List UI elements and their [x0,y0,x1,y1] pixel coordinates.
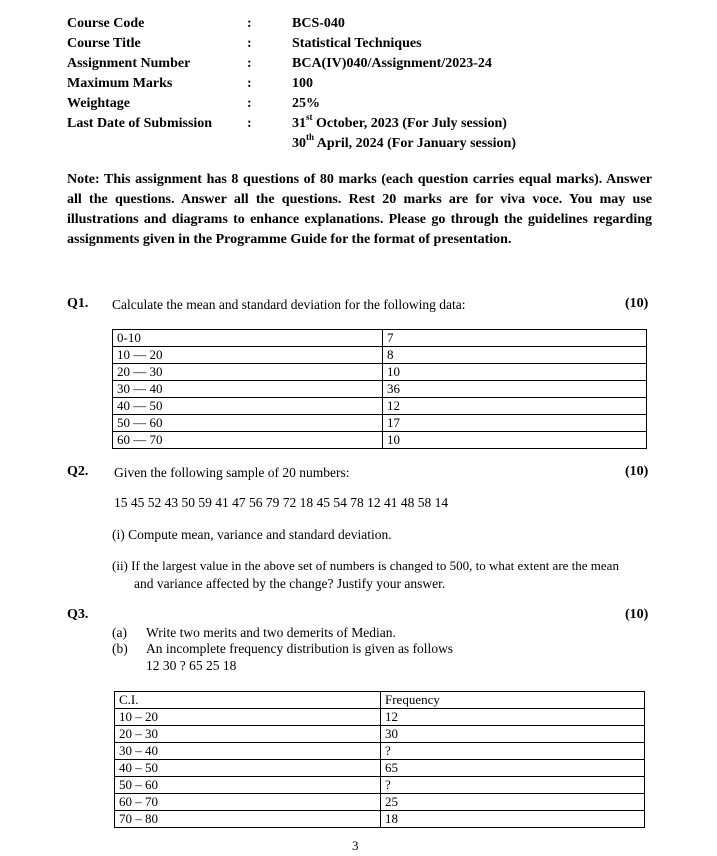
class-interval-cell: 70 – 80 [115,811,381,828]
maximum-marks-row [67,74,647,94]
q2-number: Q2. [67,464,89,479]
q1-number: Q1. [67,296,89,311]
colon: : [247,116,252,131]
course-code-value: BCS-040 [292,16,345,31]
q3-table [114,691,645,828]
second-date-value [292,134,516,154]
q2-text: Given the following sample of 20 numbers: [114,465,350,480]
q2-part-i: (i) Compute mean, variance and standard deviation. [112,527,392,542]
table-row [115,760,645,777]
class-interval-cell: 50 – 60 [115,777,381,794]
class-interval-cell: 20 — 30 [113,364,383,381]
class-interval-cell: 60 – 70 [115,794,381,811]
instructions-note [67,170,652,250]
table-row [115,743,645,760]
course-info [67,14,647,154]
last-date-value [292,114,507,134]
class-interval-cell: 20 – 30 [115,726,381,743]
q3-marks: (10) [625,607,649,622]
q3-b-label: (b) [112,641,128,656]
class-interval-cell: 40 — 50 [113,398,383,415]
table-row [115,777,645,794]
table-header-row [115,692,645,709]
page-number: 3 [352,838,359,853]
q3-a-label: (a) [112,625,127,640]
assignment-number-row [67,54,647,74]
table-row [113,330,647,347]
maximum-marks-label: Maximum Marks [67,76,173,91]
q1-text: Calculate the mean and standard deviation for the following data: [112,297,466,312]
date-suffix: st [306,112,313,123]
table-row [113,432,647,449]
table-row [115,794,645,811]
table-row [113,364,647,381]
frequency-cell: 7 [383,330,647,347]
table-row [113,347,647,364]
q2-part-ii-line1: (ii) If the largest value in the above set of numbers is changed to 500, to what extent are the mean [112,558,619,573]
table-row [113,381,647,398]
table-row [115,811,645,828]
colon: : [247,16,252,31]
last-date-row [67,114,647,134]
frequency-cell: 10 [383,432,647,449]
note-text: Note: This assignment has 8 questions of 80 marks (each question carries equal marks). Answer all the questions. Answer all the questions. Rest 20 marks are for viva voce. You may use illustrations and diagrams to enhance explanations. Please go through the guidelines regarding assignments given in the Programme Guide for the format of presentation. [67,172,652,247]
class-interval-cell: 60 — 70 [113,432,383,449]
frequency-cell: 65 [381,760,645,777]
frequency-cell: 30 [381,726,645,743]
frequency-cell: 12 [381,709,645,726]
table-header-ci: C.I. [115,692,381,709]
course-code-row [67,14,647,34]
q3-b-text: An incomplete frequency distribution is given as follows [146,641,454,656]
course-title-label: Course Title [67,36,141,51]
q3-number: Q3. [67,607,89,622]
colon: : [247,56,252,71]
frequency-cell: ? [381,743,645,760]
q2-marks: (10) [625,464,649,479]
table-header-frequency: Frequency [381,692,645,709]
frequency-cell: 10 [383,364,647,381]
last-date-label: Last Date of Submission [67,116,213,131]
course-title-value: Statistical Techniques [292,36,422,51]
colon: : [247,76,252,91]
assignment-number-value: BCA(IV)040/Assignment/2023-24 [292,56,492,71]
q3-b-sub: 12 30 ? 65 25 18 [146,658,237,673]
q1-marks: (10) [625,296,649,311]
course-code-label: Course Code [67,16,145,31]
colon: : [247,36,252,51]
frequency-cell: 36 [383,381,647,398]
class-interval-cell: 50 — 60 [113,415,383,432]
frequency-cell: ? [381,777,645,794]
date-day: 30 [292,136,306,151]
colon: : [247,96,252,111]
class-interval-cell: 30 — 40 [113,381,383,398]
date-rest: October, 2023 (For July session) [312,116,507,131]
frequency-cell: 25 [381,794,645,811]
table-row [113,398,647,415]
class-interval-cell: 40 – 50 [115,760,381,777]
class-interval-cell: 10 – 20 [115,709,381,726]
q2-part-ii-line2: and variance affected by the change? Justify your answer. [134,576,446,591]
date-suffix: th [306,132,315,143]
date-rest: April, 2024 (For January session) [314,136,516,151]
course-title-row [67,34,647,54]
class-interval-cell: 30 – 40 [115,743,381,760]
q1-table [112,329,647,449]
table-row [113,415,647,432]
maximum-marks-value: 100 [292,76,313,91]
q3-a-text: Write two merits and two demerits of Median. [146,625,396,640]
frequency-cell: 17 [383,415,647,432]
table-row [115,726,645,743]
class-interval-cell: 10 — 20 [113,347,383,364]
weightage-value: 25% [292,96,320,111]
frequency-cell: 18 [381,811,645,828]
second-date-row [67,134,647,154]
frequency-cell: 12 [383,398,647,415]
table-row [115,709,645,726]
weightage-label: Weightage [67,96,130,111]
assignment-number-label: Assignment Number [67,56,191,71]
date-day: 31 [292,116,306,131]
frequency-cell: 8 [383,347,647,364]
q2-numbers: 15 45 52 43 50 59 41 47 56 79 72 18 45 54 78 12 41 48 58 14 [114,495,449,510]
class-interval-cell: 0-10 [113,330,383,347]
weightage-row [67,94,647,114]
